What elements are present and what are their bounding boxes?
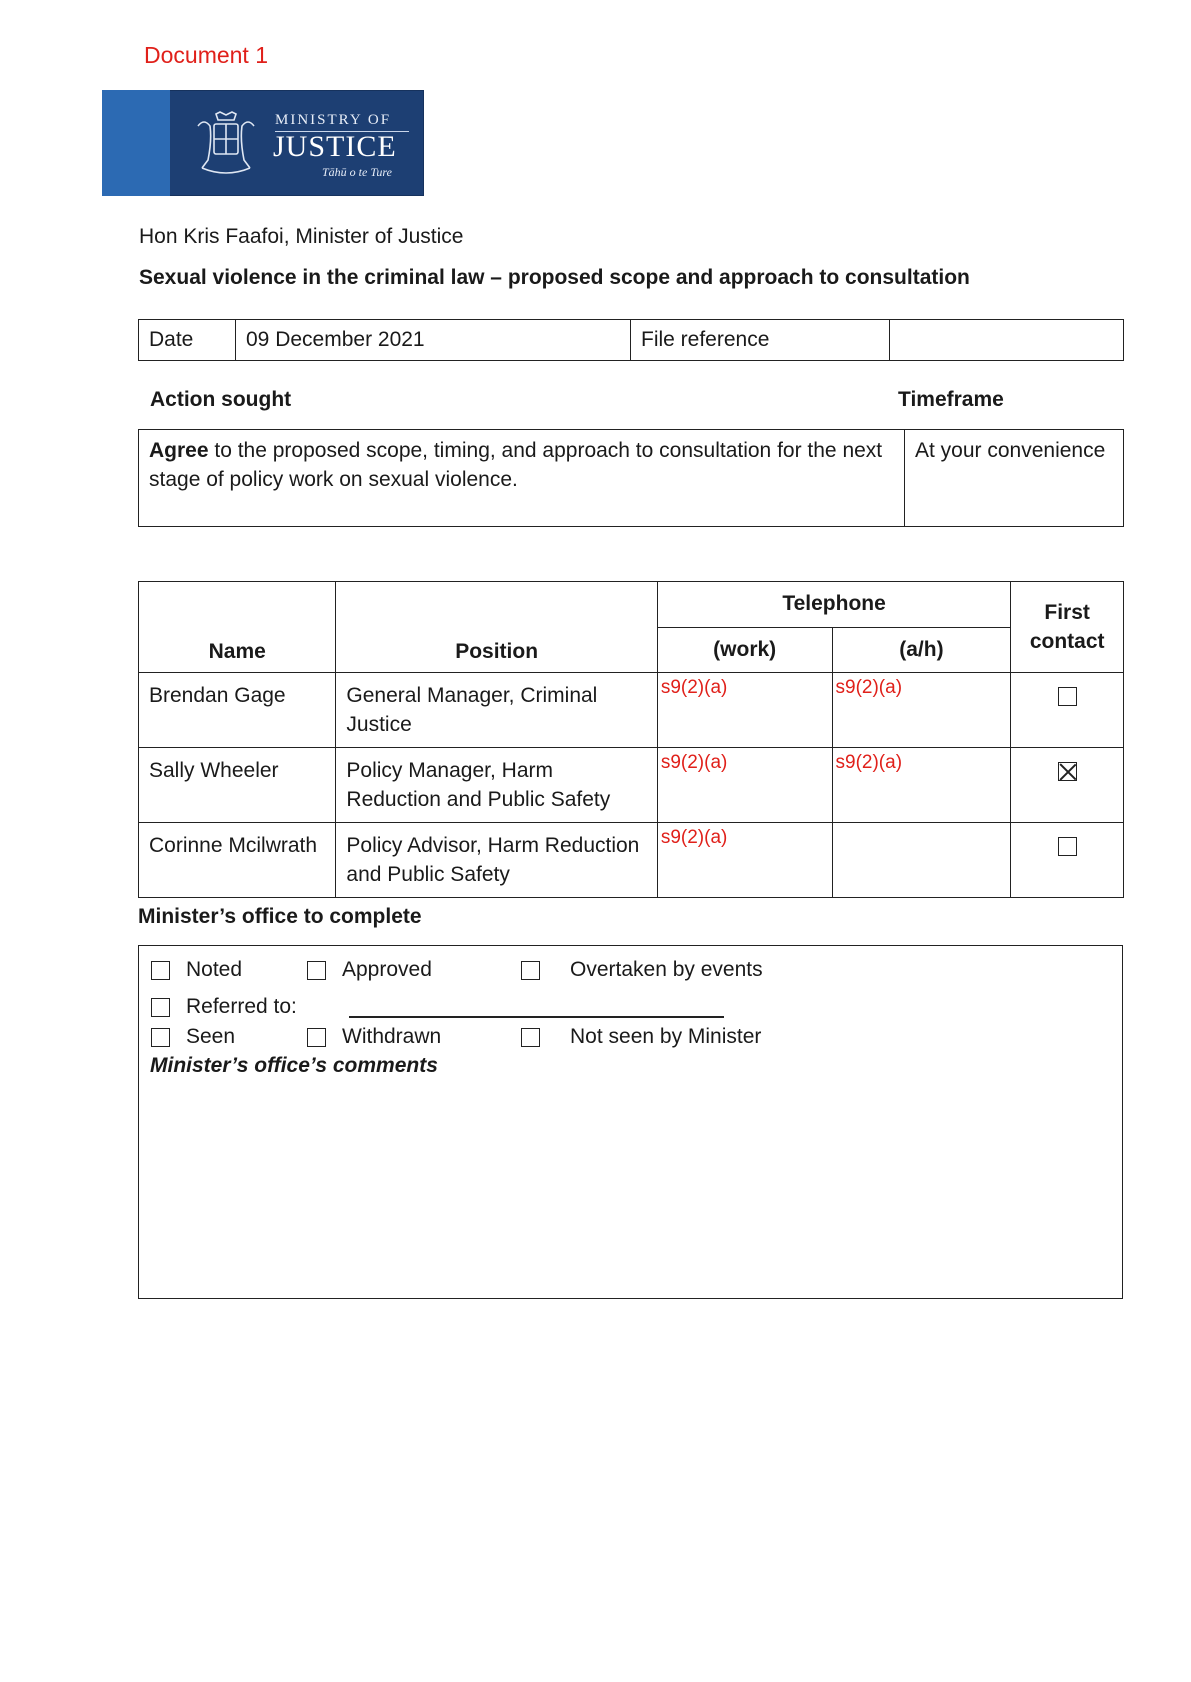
option-referred[interactable] <box>151 995 297 1019</box>
overtaken-label: Overtaken by events <box>570 958 763 981</box>
not-seen-label: Not seen by Minister <box>570 1025 762 1048</box>
minister-office-heading: Minister’s office to complete <box>138 905 422 928</box>
minister-office-box <box>138 945 1123 1299</box>
contact-name: Brendan Gage <box>139 673 336 748</box>
approved-checkbox[interactable] <box>307 961 326 980</box>
logo-text-justice: JUSTICE <box>273 130 397 163</box>
action-text: to the proposed scope, timing, and approach to consultation for the next stage of policy work on sexual violence. <box>149 439 883 491</box>
first-contact-cell <box>1011 823 1124 898</box>
agree-word: Agree <box>149 439 209 462</box>
logo-accent-strip <box>102 90 170 196</box>
contact-position: Policy Manager, Harm Reduction and Public Safety <box>336 748 657 823</box>
header-first-contact: First contact <box>1011 582 1124 673</box>
file-reference-label: File reference <box>631 320 890 361</box>
ministry-logo <box>102 90 424 196</box>
option-approved[interactable] <box>307 958 432 982</box>
contact-work-redacted: s9(2)(a) <box>657 673 832 748</box>
header-telephone: Telephone <box>657 582 1010 628</box>
option-overtaken[interactable] <box>521 958 763 982</box>
nz-coat-of-arms-icon <box>190 110 262 176</box>
contacts-table <box>138 581 1124 898</box>
referred-checkbox[interactable] <box>151 998 170 1017</box>
timeframe-heading: Timeframe <box>898 388 1004 411</box>
contact-ah-redacted <box>832 823 1011 898</box>
file-reference-value <box>890 320 1124 361</box>
first-contact-checkbox[interactable] <box>1058 762 1077 781</box>
action-sought-heading: Action sought <box>150 388 292 411</box>
noted-label: Noted <box>186 958 243 981</box>
contact-work-redacted: s9(2)(a) <box>657 823 832 898</box>
logo-text-ministry-of: MINISTRY OF <box>275 112 392 128</box>
contact-ah-redacted: s9(2)(a) <box>832 673 1011 748</box>
header-name: Name <box>139 582 336 673</box>
subject-title: Sexual violence in the criminal law – proposed scope and approach to consultation <box>139 266 970 289</box>
seen-label: Seen <box>186 1025 236 1048</box>
referred-label: Referred to: <box>186 995 297 1018</box>
timeframe-value: At your convenience <box>905 430 1124 527</box>
logo-text-maori: Tāhū o te Ture <box>322 165 392 179</box>
option-not-seen[interactable] <box>521 1025 761 1049</box>
table-row <box>139 823 1124 898</box>
date-label: Date <box>139 320 236 361</box>
contacts-header-row-1 <box>139 582 1124 628</box>
noted-checkbox[interactable] <box>151 961 170 980</box>
first-contact-checkbox[interactable] <box>1058 687 1077 706</box>
comments-label: Minister’s office’s comments <box>150 1054 438 1077</box>
not-seen-checkbox[interactable] <box>521 1028 540 1047</box>
withdrawn-checkbox[interactable] <box>307 1028 326 1047</box>
option-withdrawn[interactable] <box>307 1025 441 1049</box>
contact-position: Policy Advisor, Harm Reduction and Public Safety <box>336 823 657 898</box>
header-position: Position <box>336 582 657 673</box>
contact-work-redacted: s9(2)(a) <box>657 748 832 823</box>
contact-position: General Manager, Criminal Justice <box>336 673 657 748</box>
meta-row <box>139 320 1124 361</box>
meta-table <box>138 319 1124 361</box>
withdrawn-label: Withdrawn <box>342 1025 442 1048</box>
seen-checkbox[interactable] <box>151 1028 170 1047</box>
table-row <box>139 673 1124 748</box>
document-label: Document 1 <box>144 42 269 68</box>
date-value: 09 December 2021 <box>236 320 631 361</box>
option-seen[interactable] <box>151 1025 235 1049</box>
action-row <box>139 430 1124 527</box>
table-row <box>139 748 1124 823</box>
first-contact-cell <box>1011 748 1124 823</box>
option-noted[interactable] <box>151 958 242 982</box>
header-ah: (a/h) <box>832 627 1011 673</box>
action-text-cell <box>139 430 905 527</box>
first-contact-cell <box>1011 673 1124 748</box>
overtaken-checkbox[interactable] <box>521 961 540 980</box>
contact-name: Sally Wheeler <box>139 748 336 823</box>
addressee: Hon Kris Faafoi, Minister of Justice <box>139 225 464 248</box>
first-contact-checkbox[interactable] <box>1058 837 1077 856</box>
action-table <box>138 429 1124 527</box>
contact-name: Corinne Mcilwrath <box>139 823 336 898</box>
contact-ah-redacted: s9(2)(a) <box>832 748 1011 823</box>
header-work: (work) <box>657 627 832 673</box>
referred-to-line[interactable] <box>349 1016 724 1018</box>
approved-label: Approved <box>342 958 432 981</box>
